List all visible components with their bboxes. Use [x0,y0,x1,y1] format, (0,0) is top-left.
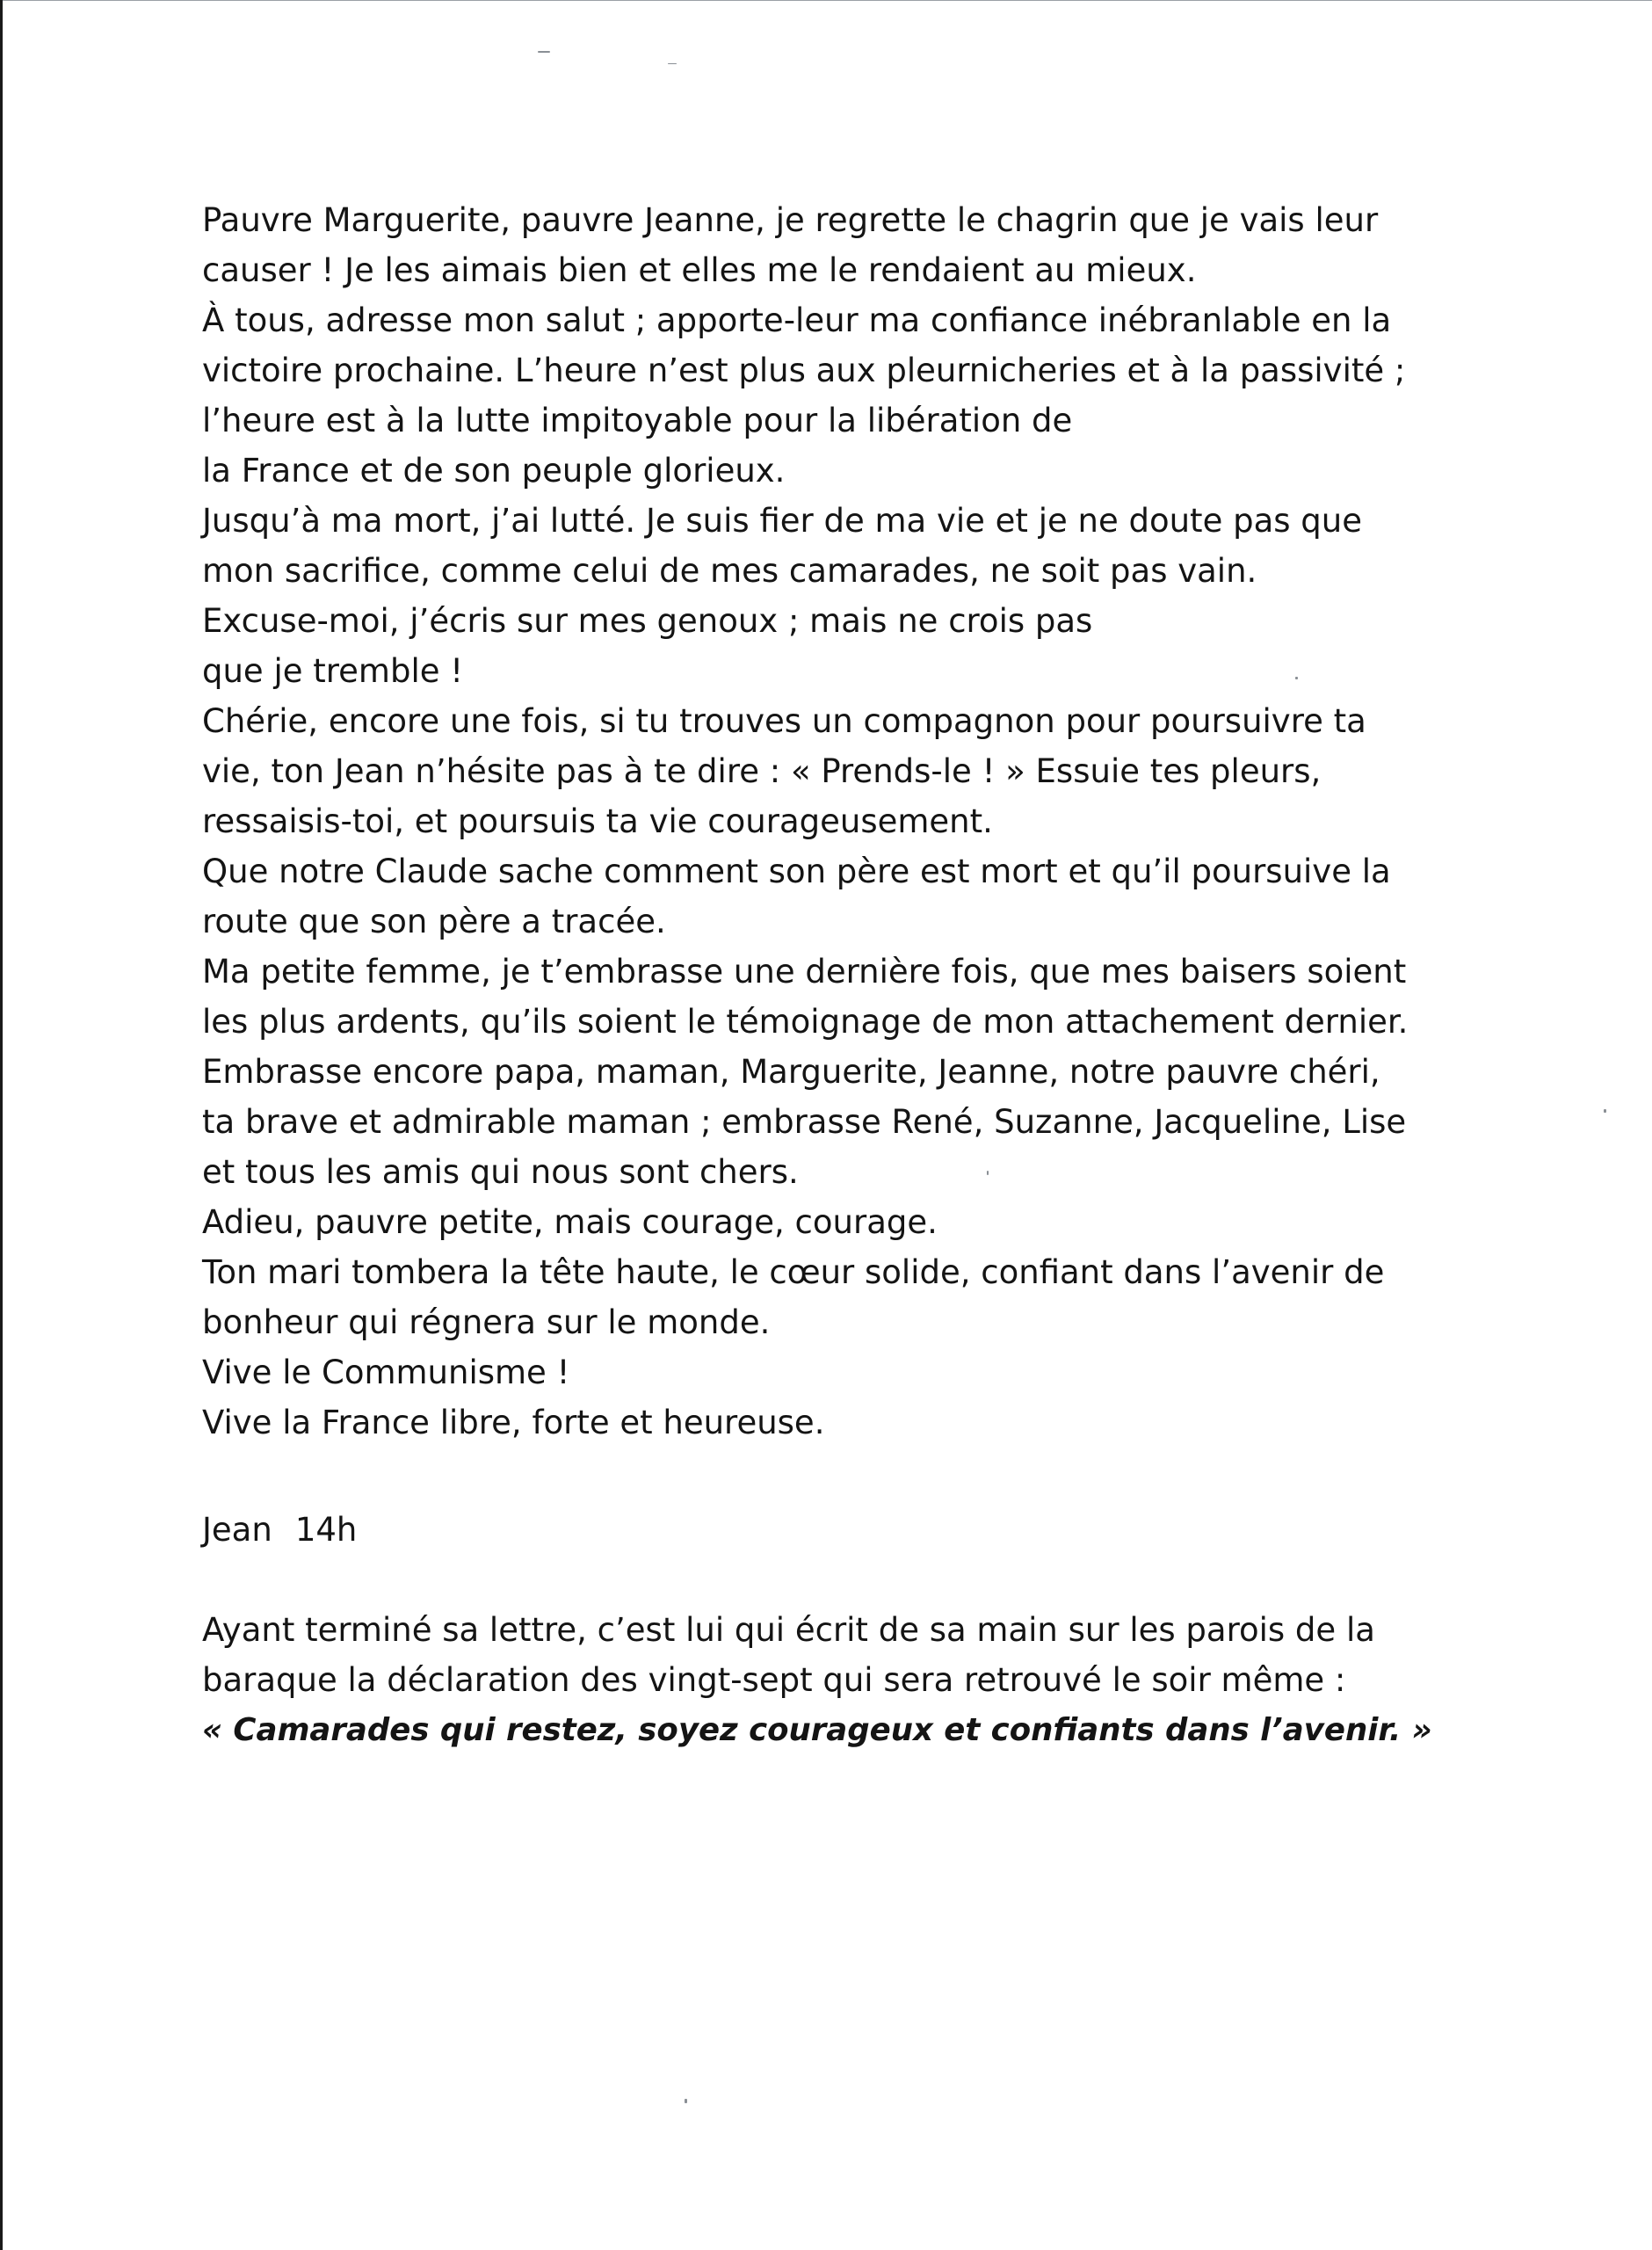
letter-line: victoire prochaine. L’heure n’est plus aux pleurnicheries et à la passivité ; [202,352,1406,389]
letter-line: Que notre Claude sache comment son père est mort et qu’il poursuive la [202,853,1391,890]
letter-line: À tous, adresse mon salut ; apporte-leur ma confiance inébranlable en la [202,301,1392,339]
scan-left-edge [0,0,3,2250]
letter-line: Adieu, pauvre petite, mais courage, courage. [202,1203,938,1241]
scan-speck [1604,1109,1606,1113]
letter-line: les plus ardents, qu’ils soient le témoignage de mon attachement dernier. [202,1003,1409,1041]
letter-line: Pauvre Marguerite, pauvre Jeanne, je regrette le chagrin que je vais leur [202,201,1379,239]
scan-speck [538,51,550,53]
letter-body [202,195,1450,1448]
scan-speck [685,2099,687,2103]
epilogue-line: baraque la déclaration des vingt-sept qui sera retrouvé le soir même : [202,1661,1346,1699]
letter-line: vie, ton Jean n’hésite pas à te dire : « Prends-le ! » Essuie tes pleurs, [202,752,1322,790]
closing-quote: « Camarades qui restez, soyez courageux et confiants dans l’avenir. » [202,1712,1432,1748]
letter-line: que je tremble ! [202,652,464,690]
scan-speck [668,63,677,64]
letter-line: Excuse-moi, j’écris sur mes genoux ; mais ne crois pas [202,602,1093,640]
signature-name: Jean [202,1511,272,1549]
letter-signature [202,1505,357,1555]
letter-line: Ma petite femme, je t’embrasse une dernière fois, que mes baisers soient [202,953,1407,991]
letter-line: ressaisis-toi, et poursuis ta vie courageusement. [202,802,993,840]
letter-line: Embrasse encore papa, maman, Marguerite, Jeanne, notre pauvre chéri, [202,1053,1380,1091]
letter-line: bonheur qui régnera sur le monde. [202,1303,771,1341]
letter-line: Vive le Communisme ! [202,1354,570,1391]
letter-line: Chérie, encore une fois, si tu trouves un compagnon pour poursuivre ta [202,702,1366,740]
epilogue-paragraph [202,1605,1485,1755]
letter-line: causer ! Je les aimais bien et elles me le rendaient au mieux. [202,251,1197,289]
letter-line: ta brave et admirable maman ; embrasse René, Suzanne, Jacqueline, Lise [202,1103,1407,1141]
letter-line: Ton mari tombera la tête haute, le cœur solide, confiant dans l’avenir de [202,1253,1385,1291]
letter-line: et tous les amis qui nous sont chers. [202,1153,799,1191]
epilogue-line: Ayant terminé sa lettre, c’est lui qui écrit de sa main sur les parois de la [202,1611,1375,1649]
letter-line: la France et de son peuple glorieux. [202,452,786,490]
letter-line: Jusqu’à ma mort, j’ai lutté. Je suis fier de ma vie et je ne doute pas que [202,502,1362,540]
signature-time: 14h [294,1511,358,1549]
letter-line: route que son père a tracée. [202,903,666,940]
letter-line: l’heure est à la lutte impitoyable pour la libération de [202,402,1073,439]
scan-top-edge [0,0,1652,1]
letter-line: mon sacrifice, comme celui de mes camarades, ne soit pas vain. [202,552,1257,590]
letter-line: Vive la France libre, forte et heureuse. [202,1404,825,1441]
